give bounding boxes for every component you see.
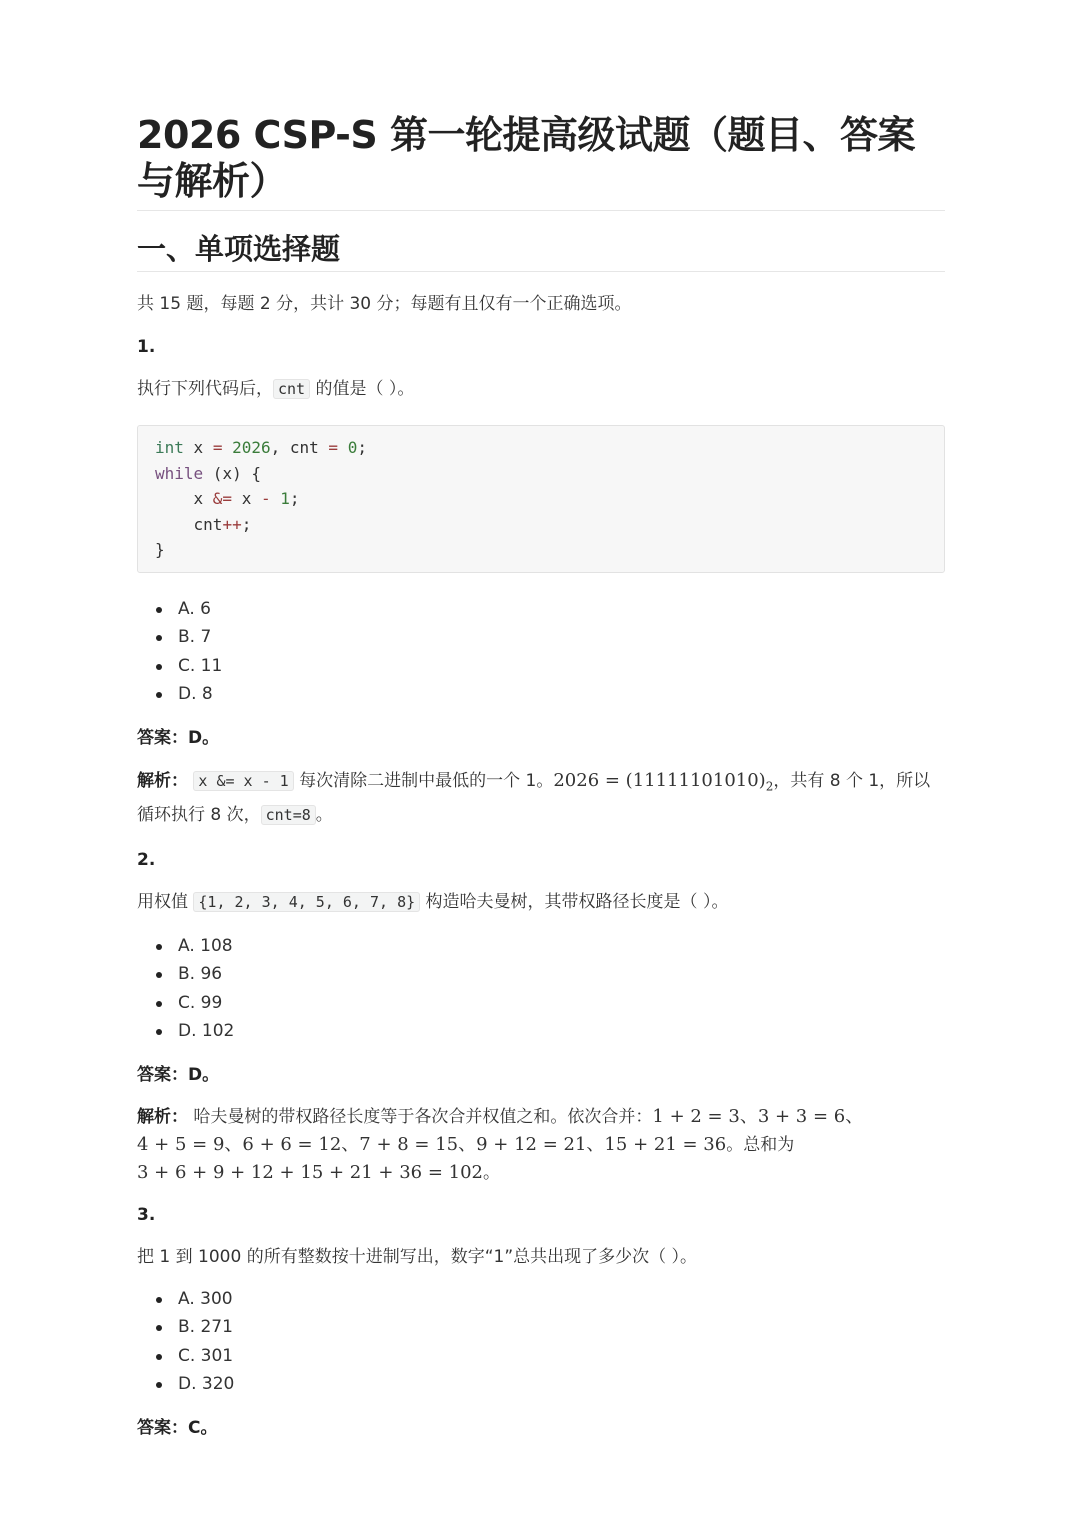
explanation-line <box>137 1131 945 1159</box>
math-expression: 3 + 6 + 9 + 12 + 15 + 21 + 36 = 102 <box>137 1161 484 1183</box>
stem-text: 用权值 <box>137 891 194 912</box>
math-expression: 1 + 2 = 3、3 + 3 = 6、 <box>652 1105 864 1127</box>
inline-code: x &= x - 1 <box>193 771 293 791</box>
explanation-line <box>137 1103 945 1131</box>
math-expression: 4 + 5 = 9、6 + 6 = 12、7 + 8 = 15、9 + 12 = 21、15 + 21 = 36 <box>137 1133 727 1155</box>
inline-code: cnt=8 <box>261 805 316 825</box>
option-c: C. 301 <box>137 1342 945 1371</box>
stem-text: 构造哈夫曼树，其带权路径长度是（ ）。 <box>420 891 729 912</box>
question-number: 3. <box>137 1204 156 1225</box>
option-c: C. 11 <box>137 652 945 681</box>
inline-code: {1, 2, 3, 4, 5, 6, 7, 8} <box>193 892 420 912</box>
option-b: B. 271 <box>137 1313 945 1342</box>
code-block <box>137 425 945 573</box>
code-line: int x = 2026, cnt = 0; <box>155 438 367 457</box>
question-stem: 把 1 到 1000 的所有整数按十进制写出，数字“1”总共出现了多少次（ ）。 <box>137 1246 698 1267</box>
answer-line <box>137 724 945 752</box>
option-b: B. 96 <box>137 960 945 989</box>
code-line: while (x) { <box>155 463 261 483</box>
page-title: 2026 CSP-S 第一轮提高级试题（题目、答案与解析） <box>137 112 945 211</box>
answer-line <box>137 1414 945 1442</box>
options-list <box>137 932 945 1046</box>
option-d: D. 320 <box>137 1370 945 1399</box>
explanation <box>137 766 945 830</box>
code-line: } <box>155 540 165 559</box>
explanation <box>137 1103 945 1187</box>
code-line: cnt++; <box>155 514 252 534</box>
math-expression: 2026 = (11111101010) <box>553 769 766 791</box>
inline-code: cnt <box>273 379 310 399</box>
document-page <box>137 112 945 1442</box>
question-number: 1. <box>137 337 156 357</box>
section-heading: 一、单项选择题 <box>137 229 945 272</box>
answer-value: D。 <box>188 1064 220 1085</box>
option-c: C. 99 <box>137 989 945 1018</box>
answer-label: 答案： <box>137 727 188 748</box>
explanation-text: 哈夫曼树的带权路径长度等于各次合并权值之和。依次合并： <box>188 1106 653 1127</box>
options-list <box>137 1285 945 1399</box>
option-d: D. 8 <box>137 680 945 709</box>
explanation-text: 。 <box>315 804 333 825</box>
answer-value: C。 <box>188 1417 218 1438</box>
answer-label: 答案： <box>137 1064 188 1085</box>
question-stem <box>137 888 945 916</box>
explanation-text: 。总和为 <box>726 1134 795 1155</box>
explanation-label: 解析： <box>137 770 188 791</box>
stem-text: 执行下列代码后， <box>137 379 273 399</box>
answer-line <box>137 1061 945 1089</box>
code-line: x &= x - 1; <box>155 489 300 508</box>
question-number: 2. <box>137 849 156 870</box>
options-list <box>137 595 945 709</box>
answer-label: 答案： <box>137 1417 188 1438</box>
math-subscript: 2 <box>765 778 774 793</box>
stem-text: 的值是（ ）。 <box>310 379 415 399</box>
option-a: A. 6 <box>137 595 945 624</box>
section-intro: 共 15 题，每题 2 分，共计 30 分；每题有且仅有一个正确选项。 <box>137 294 632 314</box>
option-a: A. 108 <box>137 932 945 961</box>
answer-value: D。 <box>188 727 220 748</box>
option-b: B. 7 <box>137 623 945 652</box>
explanation-text: 每次清除二进制中最低的一个 1。 <box>293 770 554 791</box>
explanation-text: ，共有 8 个 1，所以循环执行 8 次， <box>137 770 931 825</box>
option-d: D. 102 <box>137 1017 945 1046</box>
explanation-label: 解析： <box>137 1106 188 1127</box>
explanation-text: 。 <box>483 1162 501 1183</box>
explanation-line <box>137 1159 945 1187</box>
question-stem <box>137 375 945 403</box>
option-a: A. 300 <box>137 1285 945 1314</box>
